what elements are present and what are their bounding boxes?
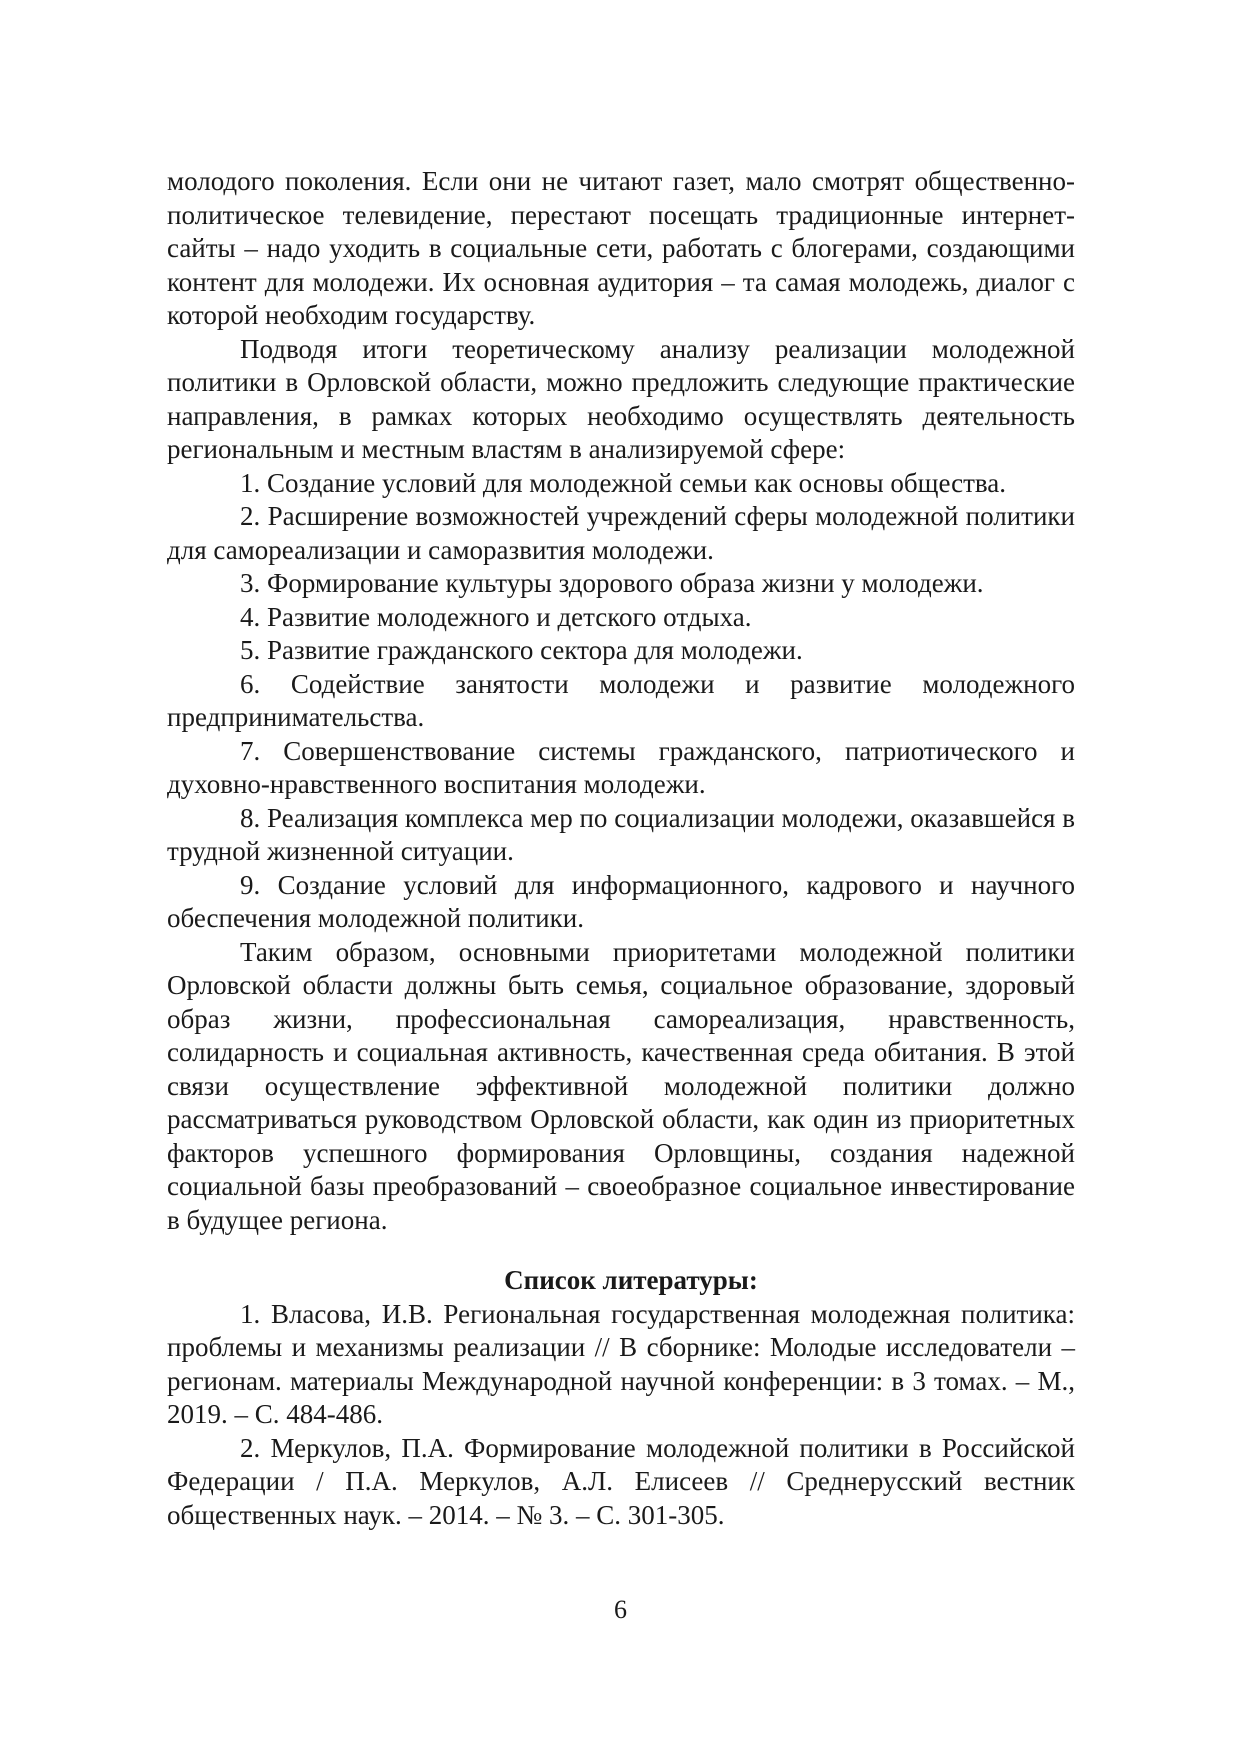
- list-item: 6. Содействие занятости молодежи и развитие молодежного предпринимательства.: [167, 668, 1075, 732]
- list-item: 8. Реализация комплекса мер по социализации молодежи, оказавшейся в трудной жизненной ситуации.: [167, 802, 1075, 866]
- reference-item: 2. Меркулов, П.А. Формирование молодежной политики в Российской Федерации / П.А. Меркулов, А.Л. Елисеев // Среднерусский вестник общественных наук. – 2014. – № 3. – С. 301-305.: [167, 1432, 1075, 1530]
- paragraph-conclusion: Таким образом, основными приоритетами молодежной политики Орловской области должны быть семья, социальное образование, здоровый образ жизни, профессиональная самореализация, нравственность, солидарность и социальная активность, качественная среда обитания. В этой связи осуществление эффективной молодежной политики должно рассматриваться руководством Орловской области, как один из приоритетных факторов успешного формирования Орловщины, создания надежной социальной базы преобразований – своеобразное социальное инвестирование в будущее региона.: [167, 936, 1075, 1235]
- list-item: 5. Развитие гражданского сектора для молодежи.: [240, 635, 803, 665]
- document-page: [167, 165, 1075, 1532]
- list-item: 3. Формирование культуры здорового образа жизни у молодежи.: [240, 568, 984, 598]
- references-heading: Список литературы:: [504, 1265, 758, 1295]
- list-item: 1. Создание условий для молодежной семьи как основы общества.: [240, 467, 1007, 498]
- directions-list: [167, 467, 1075, 936]
- page-number: 6: [614, 1595, 627, 1624]
- list-item: 4. Развитие молодежного и детского отдыха.: [240, 601, 752, 632]
- paragraph-summary-intro: Подводя итоги теоретическому анализу реализации молодежной политики в Орловской области, можно предложить следующие практические направления, в рамках которых необходимо осуществлять деятельность региональным и местным властям в анализируемой сфере:: [167, 333, 1075, 464]
- references-list: [167, 1298, 1075, 1533]
- list-item: 9. Создание условий для информационного, кадрового и научного обеспечения молодежной политики.: [167, 869, 1075, 933]
- list-item: 7. Совершенствование системы гражданского, патриотического и духовно-нравственного воспитания молодежи.: [167, 735, 1075, 799]
- reference-item: 1. Власова, И.В. Региональная государственная молодежная политика: проблемы и механизмы реализации // В сборнике: Молодые исследователи – регионам. материалы Международной научной конференции: в 3 томах. – М., 2019. – С. 484-486.: [167, 1298, 1075, 1429]
- list-item: 2. Расширение возможностей учреждений сферы молодежной политики для самореализации и саморазвития молодежи.: [167, 501, 1075, 565]
- paragraph-continuation: молодого поколения. Если они не читают газет, мало смотрят общественно-политическое телевидение, перестают посещать традиционные интернет-сайты – надо уходить в социальные сети, работать с блогерами, создающими контент для молодежи. Их основная аудитория – та самая молодежь, диалог с которой необходим государству.: [167, 166, 1075, 330]
